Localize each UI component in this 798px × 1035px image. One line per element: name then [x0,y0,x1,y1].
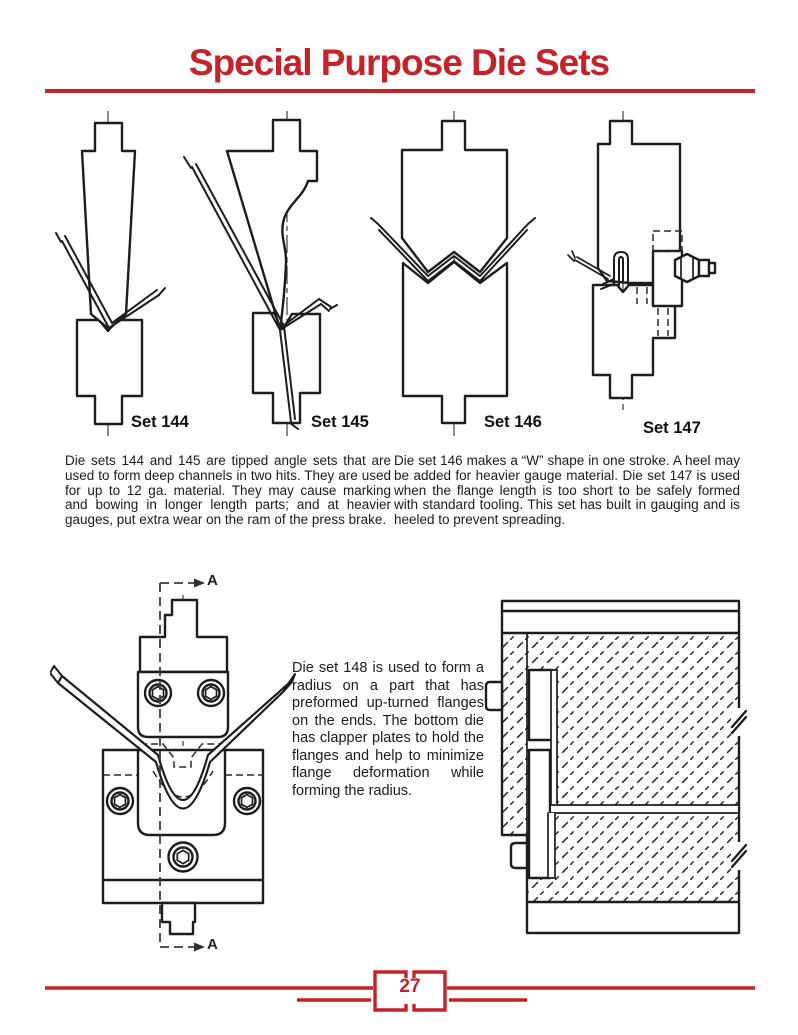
die-block [253,313,320,423]
section-label-a-bottom: A [207,936,218,953]
page-number: 27 [399,976,421,997]
punch [82,123,135,329]
section-label-a-top: A [207,572,218,589]
paragraph-set-148: Die set 148 is used to form a radius on a part that has preformed up-turned flanges on the ends. The bottom die has clapper plates to hold the flanges and help to minimize flange deformation while forming the radius. [292,660,484,799]
page-title: Special Purpose Die Sets [188,42,610,83]
paragraph-sets-146-147: Die set 146 makes a “W” shape in one stroke. A heel may be added for heavier gauge material. Die set 147 is used when the flange length is too short to be safely formed with standard tooling. This set has built in gauging and is heeled to prevent spreading. [394,453,740,528]
title-rule [45,89,755,93]
paragraph-sets-144-145: Die sets 144 and 145 are tipped angle sets that are used to form deep channels in two hits. They are used for up to 12 ga. material. They may cause marking and bowing in longer length parts; and at heavier gauges, put extra wear on the ram of the press brake. [65,453,391,528]
label-set-147: Set 147 [643,419,701,437]
die-shank [162,903,195,934]
drawing-set-147 [560,108,750,443]
label-set-145: Set 145 [311,413,369,431]
gooseneck-punch [227,120,317,329]
label-set-146: Set 146 [484,413,542,431]
die-block [403,262,507,423]
label-set-144: Set 144 [131,413,189,431]
drawing-set-148-front [50,565,300,965]
gauge-bolt [675,254,715,282]
drawing-set-145 [180,108,370,443]
punch-shank [140,600,227,672]
drawing-set-148-section [480,580,760,940]
w-punch [402,121,507,272]
die-block [77,320,142,424]
drawing-set-146 [370,108,550,443]
